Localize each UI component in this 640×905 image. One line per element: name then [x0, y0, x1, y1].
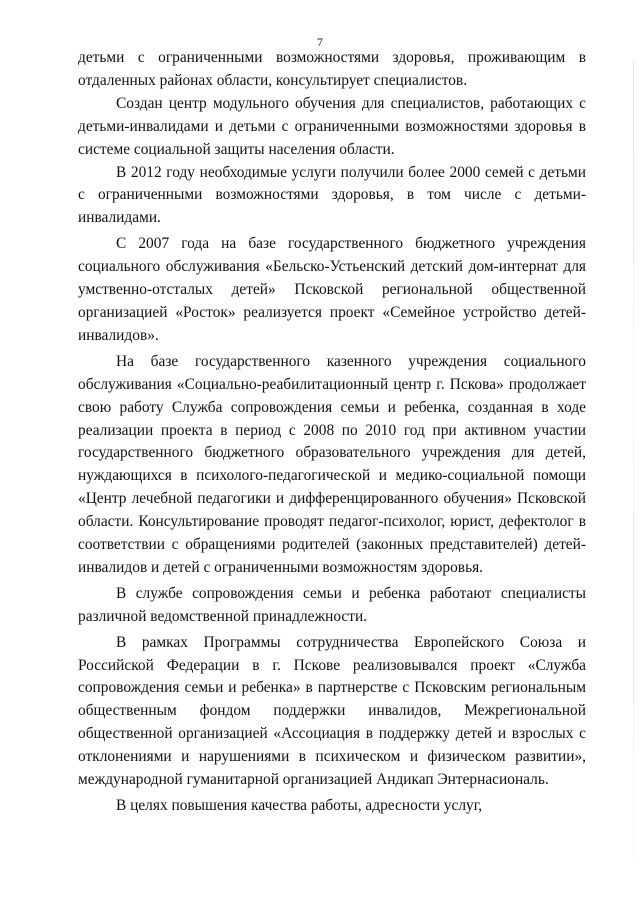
paragraph-rostok-project: С 2007 года на базе государственного бюджетного учреждения социального обслуживания «Бельско-Устьенский детский дом-интернат для умственно-отсталых детей» Псковской региональной общественной организацией «Росток» реализуется проект «Семейное устройство детей-инвалидов».	[78, 235, 586, 344]
paragraph-eu-program: В рамках Программы сотрудничества Европейского Союза и Российской Федерации в г. Пскове реализовывался проект «Служба сопровождения семьи и ребенка» в партнерстве с Псковским региональным общественным фондом поддержки инвалидов, Межрегиональной общественной организацией «Ассоциация в поддержку детей и взрослых с отклонениями и нарушениями в психическом и физическом развитии», международной гуманитарной организацией Андикап Энтернасиональ.	[78, 633, 586, 789]
paragraph-modular-training-center: Создан центр модульного обучения для специалистов, работающих с детьми-инвалидами и детьми с ограниченными возможностями здоровья в системе социальной защиты населения области.	[78, 94, 586, 158]
document-body	[78, 47, 586, 818]
paragraph-service-specialists: В службе сопровождения семьи и ребенка работают специалисты различной ведомственной принадлежности.	[78, 584, 586, 625]
paragraph-support-service: На базе государственного казенного учреждения социального обслуживания «Социально-реабилитационный центр г. Пскова» продолжает свою работу Служба сопровождения семьи и ребенка, созданная в ходе реализации проекта в период с 2008 по 2010 год при активном участии государственного бюджетного образовательного учреждения для детей, нуждающихся в психолого-педагогической и медико-социальной помощи «Центр лечебной педагогики и дифференцированного обучения» Псковской области. Консультирование проводят педагог-психолог, юрист, дефектолог в соответствии с обращениями родителей (законных представителей) детей-инвалидов и детей с ограниченными возможностям здоровья.	[78, 352, 586, 576]
paragraph-continuation: детьми с ограниченными возможностями здоровья, проживающим в отдаленных районах области, консультирует специалистов.	[78, 49, 586, 89]
scan-edge-line	[633, 60, 634, 860]
paragraph-quality-goals: В целях повышения качества работы, адресности услуг,	[116, 797, 483, 814]
paragraph-2012-services: В 2012 году необходимые услуги получили более 2000 семей с детьми с ограниченными возможностями здоровья, в том числе с детьми-инвалидами.	[78, 163, 586, 227]
page-number: 7	[317, 35, 323, 49]
